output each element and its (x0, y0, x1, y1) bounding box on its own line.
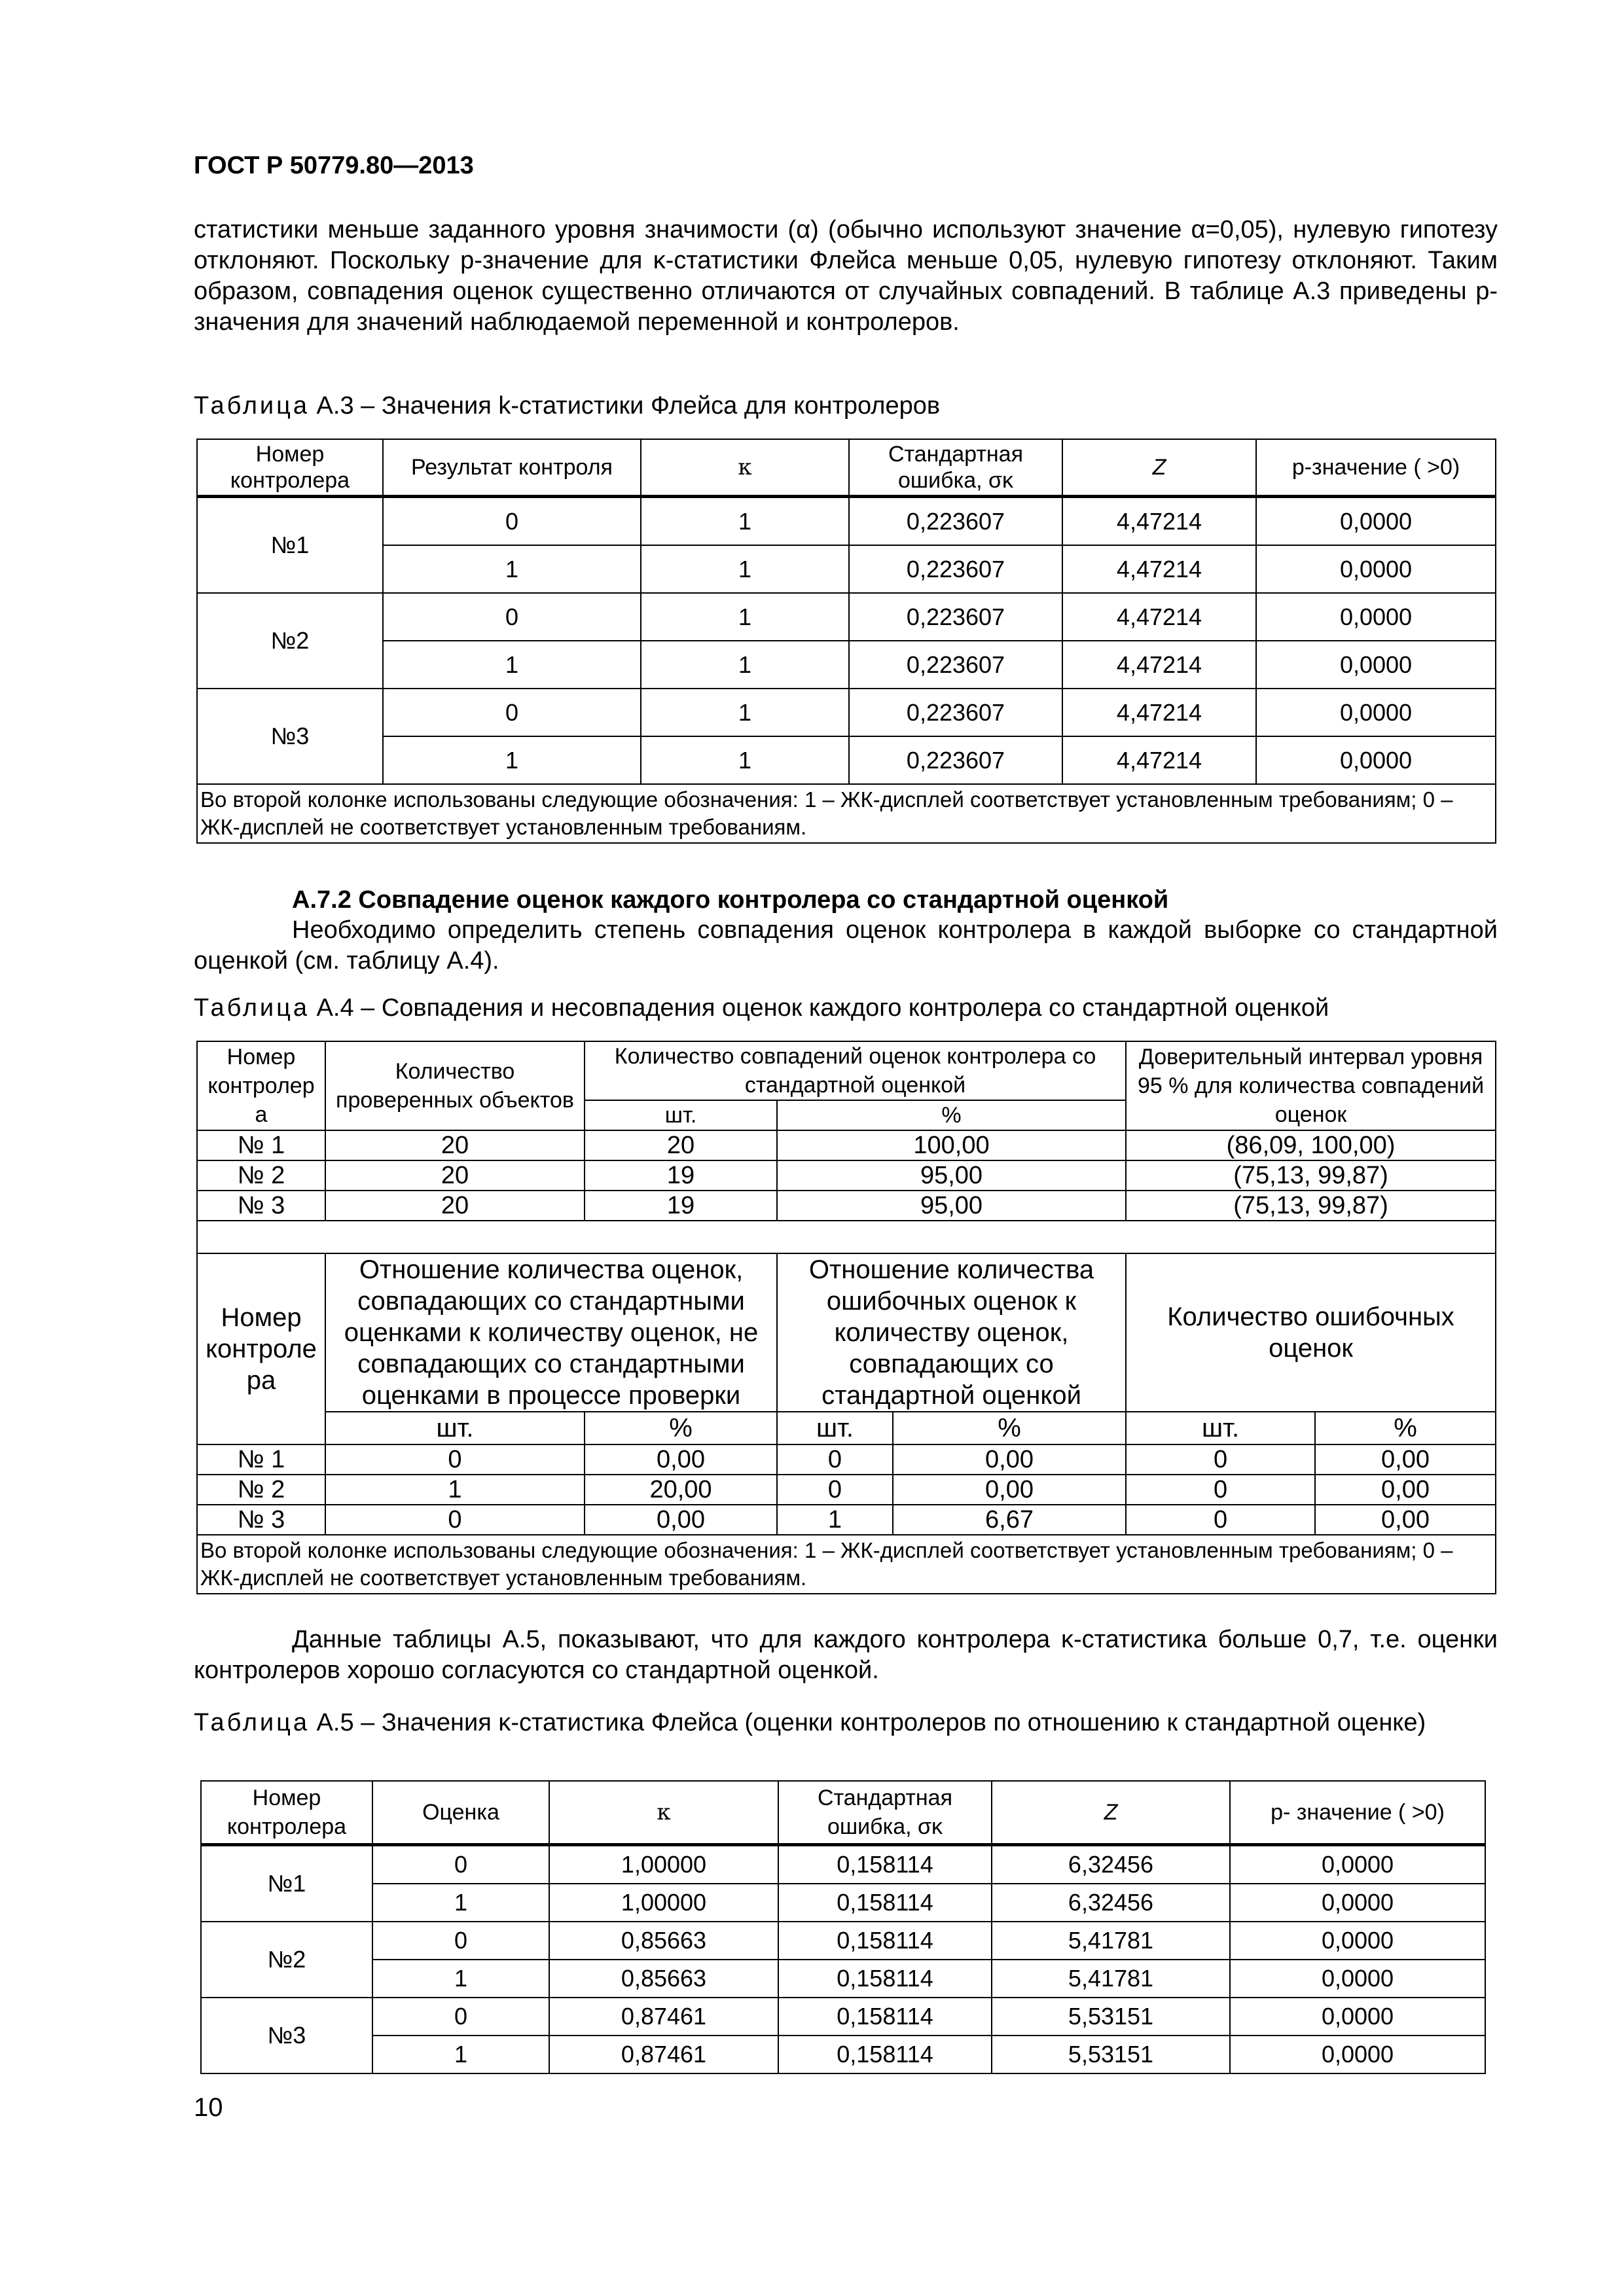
table-cell: 1 (325, 1475, 585, 1505)
header-cell: p-значение ( >0) (1256, 439, 1496, 497)
header-cell: Количество проверенных объектов (325, 1041, 585, 1130)
table-row (197, 497, 1496, 546)
table-cell: 20 (325, 1160, 585, 1191)
table-cell: 1 (372, 2036, 549, 2073)
header-cell: Номер контролера (197, 439, 383, 497)
header-cell: шт. (325, 1412, 585, 1444)
table-cell: № 2 (197, 1160, 325, 1191)
table-cell: 0,87461 (549, 1998, 778, 2036)
table-cell: 0,0000 (1256, 593, 1496, 641)
table-cell: 0 (372, 1845, 549, 1884)
header-cell: Отношение количества ошибочных оценок к количеству оценок, совпадающих со стандартной оценкой (777, 1253, 1126, 1412)
table-cell: 1 (383, 545, 641, 593)
table-cell: 0,0000 (1230, 1922, 1485, 1960)
table-cell: 0,00 (893, 1444, 1126, 1475)
table-note-row (197, 784, 1496, 843)
header-cell: Номер контроле ра (197, 1253, 325, 1444)
table-cell: 0 (383, 593, 641, 641)
empty-cell (197, 1221, 1496, 1253)
controller-cell: №1 (197, 497, 383, 594)
table-cell: 0,0000 (1256, 641, 1496, 689)
table-row (197, 736, 1496, 784)
table-cell: 0,00 (893, 1475, 1126, 1505)
table-cell: 0,00 (585, 1505, 777, 1535)
caption-label: Таблица (194, 392, 310, 420)
table-cell: 0 (383, 497, 641, 546)
table-cell: 1,00000 (549, 1845, 778, 1884)
table-cell: 19 (585, 1160, 777, 1191)
table-cell: 20 (325, 1130, 585, 1160)
table-cell: 0,0000 (1256, 736, 1496, 784)
table-cell: 0,0000 (1230, 2036, 1485, 2073)
table-cell: 0,0000 (1230, 1998, 1485, 2036)
table-row (201, 1922, 1485, 1960)
header-cell: % (585, 1412, 777, 1444)
table-row (197, 1475, 1496, 1505)
table-cell: 95,00 (777, 1160, 1126, 1191)
table-cell: 5,41781 (992, 1960, 1230, 1998)
header-cell: % (1315, 1412, 1496, 1444)
page-number: 10 (194, 2093, 223, 2122)
table-cell: 1 (641, 736, 849, 784)
caption-label: Таблица (194, 994, 310, 1022)
table-cell: 0 (325, 1444, 585, 1475)
table-note: Во второй колонке использованы следующие обозначения: 1 – ЖК-дисплей соответствует установленным требованиям; 0 – ЖК-дисплей не соответствует установленным требованиям. (197, 784, 1496, 843)
table-cell: 1 (372, 1960, 549, 1998)
table-cell: № 3 (197, 1191, 325, 1221)
table-cell: 0 (1126, 1475, 1315, 1505)
caption-text: А.3 – Значения k-статистики Флейса для контролеров (310, 392, 941, 420)
table-row (201, 1960, 1485, 1998)
table-header-row (197, 1041, 1496, 1100)
table-cell: 4,47214 (1062, 497, 1256, 546)
table-row (197, 1505, 1496, 1535)
table-row (197, 1160, 1496, 1191)
controller-cell: №2 (197, 593, 383, 689)
table-cell: 0,223607 (849, 641, 1062, 689)
table-cell: 4,47214 (1062, 736, 1256, 784)
header-cell: κ (641, 439, 849, 497)
table-cell: 1,00000 (549, 1884, 778, 1922)
table-cell: 6,32456 (992, 1884, 1230, 1922)
table-row (197, 689, 1496, 736)
table-row (197, 545, 1496, 593)
table-cell: 4,47214 (1062, 641, 1256, 689)
table-cell: № 2 (197, 1475, 325, 1505)
table-cell: 1 (383, 641, 641, 689)
header-cell: % (893, 1412, 1126, 1444)
section-title: А.7.2 Совпадение оценок каждого контролера со стандартной оценкой (292, 886, 1169, 914)
table-cell: 5,41781 (992, 1922, 1230, 1960)
table-cell: 0 (777, 1475, 893, 1505)
header-cell: Номер контролер а (197, 1041, 325, 1130)
table-cell: 0,87461 (549, 2036, 778, 2073)
table-a4-caption (194, 992, 1498, 1024)
table-cell: 0,0000 (1256, 545, 1496, 593)
table-cell: 1 (777, 1505, 893, 1535)
table-cell: 20 (325, 1191, 585, 1221)
header-cell: % (777, 1100, 1126, 1130)
header-cell: шт. (1126, 1412, 1315, 1444)
table-cell: 0,85663 (549, 1922, 778, 1960)
table-cell: 0,158114 (778, 1960, 992, 1998)
table-note: Во второй колонке использованы следующие обозначения: 1 – ЖК-дисплей соответствует установленным требованиям; 0 – ЖК-дисплей не соответствует установленным требованиям. (197, 1535, 1496, 1594)
table-cell: (75,13, 99,87) (1126, 1160, 1496, 1191)
table-a5 (200, 1780, 1486, 2074)
table-cell: 0,00 (1315, 1444, 1496, 1475)
section-paragraph: Необходимо определить степень совпадения оценок контролера в каждой выборке со стандартной оценкой (см. таблицу А.4). (194, 916, 1498, 975)
table-cell: 1 (641, 593, 849, 641)
caption-label: Таблица (194, 1709, 310, 1736)
table-cell: 95,00 (777, 1191, 1126, 1221)
table-cell: 1 (641, 689, 849, 736)
header-cell: Z (992, 1781, 1230, 1845)
table-cell: 1 (641, 497, 849, 546)
header-cell: Результат контроля (383, 439, 641, 497)
table-cell: 0,223607 (849, 497, 1062, 546)
table-cell: 0,0000 (1230, 1884, 1485, 1922)
table-cell: 1 (641, 641, 849, 689)
controller-cell: №1 (201, 1845, 372, 1922)
table-cell: 0,223607 (849, 736, 1062, 784)
table-cell: 1 (372, 1884, 549, 1922)
table-cell: 0,00 (1315, 1505, 1496, 1535)
table-cell: 1 (641, 545, 849, 593)
header-cell: Оценка (372, 1781, 549, 1845)
controller-cell: №2 (201, 1922, 372, 1998)
table-cell: 0 (372, 1922, 549, 1960)
table-header-row (197, 1253, 1496, 1412)
table-a3-caption (194, 390, 1498, 422)
header-cell: p- значение ( >0) (1230, 1781, 1485, 1845)
table-header-row (201, 1781, 1485, 1845)
table-header-row (197, 439, 1496, 497)
table-separator-row (197, 1221, 1496, 1253)
table-cell: 0,223607 (849, 545, 1062, 593)
table-row (201, 1998, 1485, 2036)
table-cell: 0,0000 (1230, 1960, 1485, 1998)
table-row (197, 1444, 1496, 1475)
table-row (197, 641, 1496, 689)
table-cell: 0,223607 (849, 689, 1062, 736)
header-cell: Z (1062, 439, 1256, 497)
header-cell: κ (549, 1781, 778, 1845)
table-cell: 100,00 (777, 1130, 1126, 1160)
table-cell: 0 (325, 1505, 585, 1535)
header-cell: Номер контролера (201, 1781, 372, 1845)
table-note-row (197, 1535, 1496, 1594)
table-row (197, 1130, 1496, 1160)
header-cell: Стандартная ошибка, σκ (849, 439, 1062, 497)
header-cell: Стандартная ошибка, σκ (778, 1781, 992, 1845)
table-cell: 0,0000 (1256, 497, 1496, 546)
table-cell: № 3 (197, 1505, 325, 1535)
table-header-row (197, 1412, 1496, 1444)
table-cell: (75,13, 99,87) (1126, 1191, 1496, 1221)
table-a3 (196, 439, 1496, 844)
table-cell: 0,158114 (778, 1998, 992, 2036)
paragraph-a5: Данные таблицы А.5, показывают, что для каждого контролера κ-статистика больше 0,7, т.е. оценки контролеров хорошо согласуются со стандартной оценкой. (194, 1626, 1498, 1684)
table-cell: (86,09, 100,00) (1126, 1130, 1496, 1160)
table-row (197, 593, 1496, 641)
caption-text: А.5 – Значения κ-статистика Флейса (оценки контролеров по отношению к стандартной оценке) (310, 1709, 1426, 1736)
intro-paragraph: статистики меньше заданного уровня значимости (α) (обычно используют значение α=0,05), нулевую гипотезу отклоняют. Поскольку p-значение для κ-статистики Флейса меньше 0,05, нулевую гипотезу отклоняют. Таким образом, совпадения оценок существенно отличаются от случайных совпадений. В таблице А.3 приведены p-значения для значений наблюдаемой переменной и контролеров. (194, 216, 1498, 336)
header-cell: Количество совпадений оценок контролера со стандартной оценкой (585, 1041, 1126, 1100)
table-row (201, 1845, 1485, 1884)
table-cell: 20,00 (585, 1475, 777, 1505)
table-cell: 19 (585, 1191, 777, 1221)
table-cell: 0 (777, 1444, 893, 1475)
header-cell: Количество ошибочных оценок (1126, 1253, 1496, 1412)
table-cell: 4,47214 (1062, 593, 1256, 641)
table-cell: 5,53151 (992, 1998, 1230, 2036)
table-cell: 0,158114 (778, 2036, 992, 2073)
document-header: ГОСТ Р 50779.80—2013 (194, 152, 474, 179)
controller-cell: №3 (201, 1998, 372, 2073)
table-cell: 6,32456 (992, 1845, 1230, 1884)
table-cell: 0 (372, 1998, 549, 2036)
table-cell: 0,00 (1315, 1475, 1496, 1505)
table-cell: 0,0000 (1256, 689, 1496, 736)
table-cell: 6,67 (893, 1505, 1126, 1535)
header-cell: Отношение количества оценок, совпадающих со стандартными оценками к количеству оценок, не совпадающих со стандартными оценками в процессе проверки (325, 1253, 777, 1412)
table-row (201, 1884, 1485, 1922)
caption-text: А.4 – Совпадения и несовпадения оценок каждого контролера со стандартной оценкой (310, 994, 1329, 1022)
table-cell: 0,158114 (778, 1922, 992, 1960)
header-cell: Доверительный интервал уровня 95 % для количества совпадений оценок (1126, 1041, 1496, 1130)
table-a5-caption (194, 1707, 1498, 1738)
table-cell: 4,47214 (1062, 689, 1256, 736)
table-cell: 0,158114 (778, 1884, 992, 1922)
table-cell: 0 (383, 689, 641, 736)
table-cell: 0,158114 (778, 1845, 992, 1884)
table-cell: 0,0000 (1230, 1845, 1485, 1884)
table-cell: 5,53151 (992, 2036, 1230, 2073)
controller-cell: №3 (197, 689, 383, 784)
table-cell: 20 (585, 1130, 777, 1160)
header-cell: шт. (585, 1100, 777, 1130)
header-cell: шт. (777, 1412, 893, 1444)
table-cell: 1 (383, 736, 641, 784)
table-cell: 0,00 (585, 1444, 777, 1475)
table-row (197, 1191, 1496, 1221)
table-cell: № 1 (197, 1130, 325, 1160)
table-row (201, 2036, 1485, 2073)
table-cell: 0 (1126, 1505, 1315, 1535)
table-a4 (196, 1041, 1496, 1594)
table-cell: 4,47214 (1062, 545, 1256, 593)
table-cell: 0,85663 (549, 1960, 778, 1998)
table-cell: № 1 (197, 1444, 325, 1475)
table-cell: 0,223607 (849, 593, 1062, 641)
table-cell: 0 (1126, 1444, 1315, 1475)
